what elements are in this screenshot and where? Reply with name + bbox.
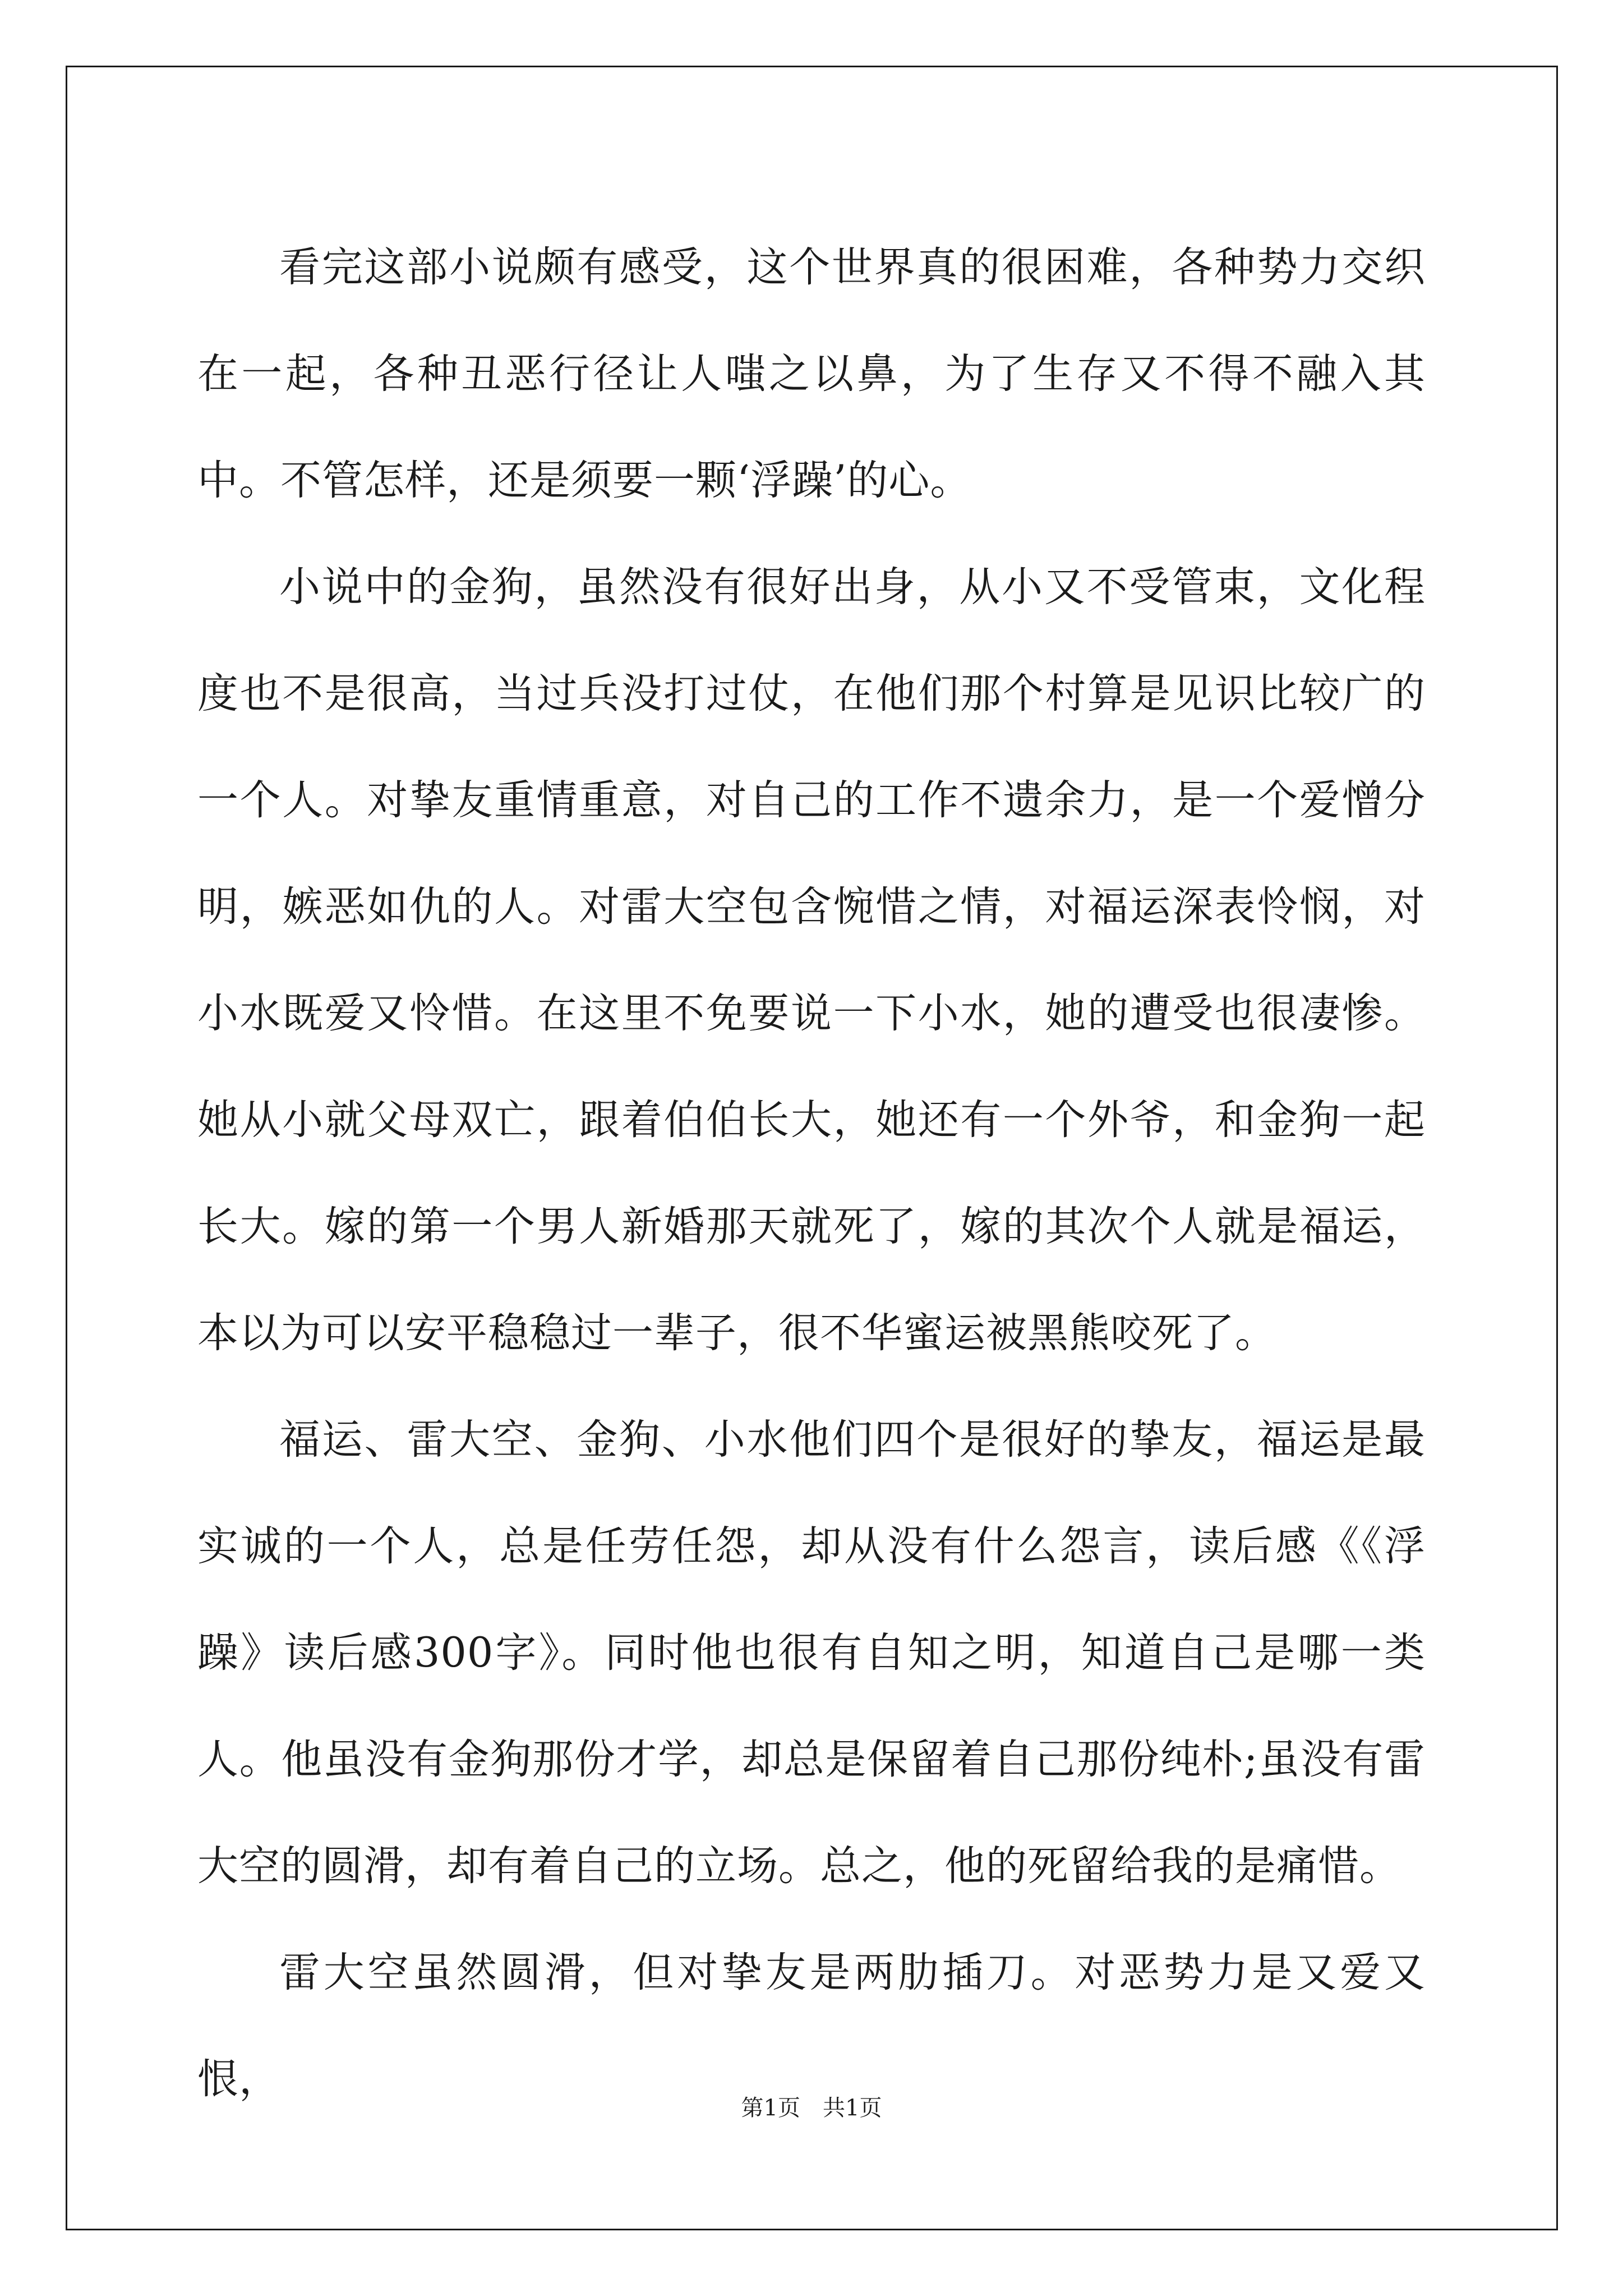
paragraph-2: 小说中的金狗，虽然没有很好出身，从小又不受管束，文化程度也不是很高，当过兵没打过仗，在他们那个村算是见识比较广的一个人。对挚友重情重意，对自己的工作不遗余力，是一个爱憎分明，嫉恶如仇的人。对雷大空包含惋惜之情，对福运深表怜悯，对小水既爱又怜惜。在这里不免要说一下小水，她的遭受也很凄惨。她从小就父母双亡，跟着伯伯长大，她还有一个外爷，和金狗一起长大。嫁的第一个男人新婚那天就死了，嫁的其次个人就是福运，本以为可以安平稳稳过一辈子，很不华蜜运被黑熊咬死了。 xyxy=(197,563,1426,1357)
paragraph-4: 雷大空虽然圆滑，但对挚友是两肋插刀。对恶势力是又爱又恨， xyxy=(197,1949,1426,2103)
page-number-footer: 第1页 共1页 xyxy=(741,2095,882,2121)
paragraph-1: 看完这部小说颇有感受，这个世界真的很困难，各种势力交织在一起，各种丑恶行径让人嗤之以鼻，为了生存又不得不融入其中。不管怎样，还是须要一颗‘浮躁’的心。 xyxy=(197,243,1426,504)
paragraph-3: 福运、雷大空、金狗、小水他们四个是很好的挚友，福运是最实诚的一个人，总是任劳任怨，却从没有什么怨言，读后感《《浮躁》读后感300字》。同时他也很有自知之明，知道自己是哪一类人。他虽没有金狗那份才学，却总是保留着自己那份纯朴;虽没有雷大空的圆滑，却有着自己的立场。总之，他的死留给我的是痛惜。 xyxy=(197,1416,1426,1890)
document-body xyxy=(197,214,1426,2133)
